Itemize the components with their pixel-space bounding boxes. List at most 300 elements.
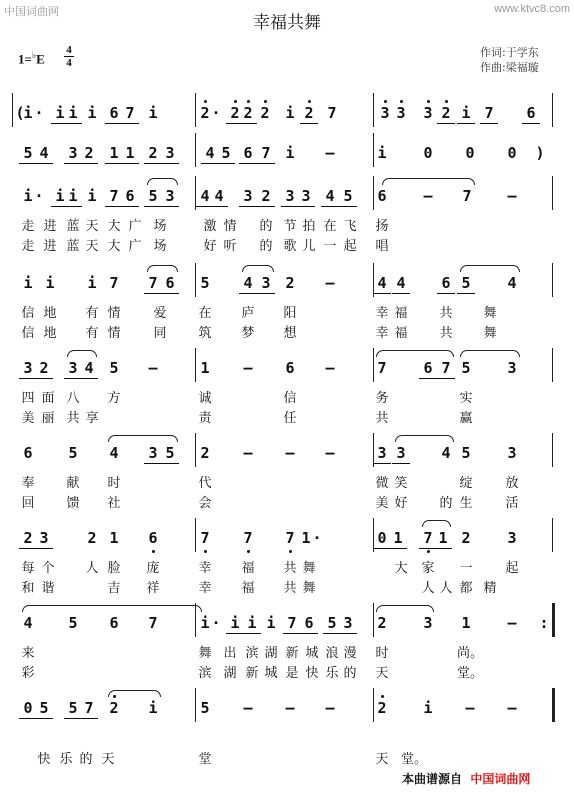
note-digit: 5 [165, 444, 175, 462]
lyric-syllable: 节 [283, 219, 297, 234]
note-digit: – [243, 359, 253, 377]
note [298, 188, 314, 204]
note-digit: 7 [84, 699, 94, 717]
lyric-syllable: 幸 [198, 561, 212, 576]
note [420, 145, 436, 161]
note [84, 105, 100, 121]
note [162, 145, 178, 161]
note-digit: 4 [377, 274, 387, 292]
lyric-syllable: 一 [459, 561, 473, 576]
note [458, 445, 474, 461]
note-digit: 2 [148, 144, 158, 162]
octave-up-dot [264, 100, 267, 103]
note [81, 700, 97, 716]
note-digit: 6 [109, 104, 119, 122]
lyric-syllable: 人 [421, 581, 435, 596]
note-digit: 4 [84, 359, 94, 377]
note [20, 615, 36, 631]
note [322, 275, 338, 291]
lyric-syllable: 共 [283, 561, 297, 576]
lyric-line [0, 642, 574, 660]
lyric-syllable: 阳 [283, 306, 297, 321]
lyric-syllable: 方 [107, 391, 121, 406]
note-digit: 6 [23, 444, 33, 462]
note [438, 105, 454, 121]
lyric-syllable: 扬 [375, 219, 389, 234]
note-digit: i [247, 614, 257, 632]
tie-slur [108, 435, 178, 442]
note-digit: i [23, 187, 33, 205]
octave-up-dot [381, 695, 384, 698]
lyric-syllable: 滨 [198, 666, 212, 681]
note-digit: 3 [23, 359, 33, 377]
note [208, 105, 224, 121]
note [145, 360, 161, 376]
note [374, 615, 390, 631]
note-digit: 1 [393, 529, 403, 547]
note [301, 615, 317, 631]
note-digit: 1 [109, 144, 119, 162]
eighth-underline [480, 123, 498, 124]
lyric-syllable: 美 [375, 496, 389, 511]
note-digit: 3 [39, 529, 49, 547]
lyric-syllable: 回 [21, 496, 35, 511]
bar-line [552, 433, 553, 467]
note-digit: 5 [461, 359, 471, 377]
note [218, 145, 234, 161]
lyric-line [0, 472, 574, 490]
note [106, 360, 122, 376]
lyric-syllable: 献 [66, 476, 80, 491]
note-digit: 6 [148, 529, 158, 547]
note-digit: 5 [327, 614, 337, 632]
note-digit: 2 [441, 104, 451, 122]
note-digit: i [285, 104, 295, 122]
lyric-syllable: 微 [375, 476, 389, 491]
lyric-syllable: 情 [223, 219, 237, 234]
note-digit: 0 [23, 699, 33, 717]
note-digit: 5 [461, 274, 471, 292]
note [197, 275, 213, 291]
eighth-underline [300, 123, 318, 124]
note-digit: 2 [377, 614, 387, 632]
note [393, 105, 409, 121]
lyric-syllable: 出 [223, 646, 237, 661]
lyric-line [0, 302, 574, 320]
eighth-underline [321, 206, 339, 207]
lyric-syllable: 都 [459, 581, 473, 596]
lyric-syllable: 庐 [241, 306, 255, 321]
note [377, 105, 393, 121]
lyric-syllable: 激 [203, 219, 217, 234]
lyric-syllable: 快 [305, 666, 319, 681]
bar-line [195, 688, 196, 722]
note [106, 145, 122, 161]
note-digit: i [148, 699, 158, 717]
note-digit: 7 [287, 614, 297, 632]
note [393, 445, 409, 461]
note [240, 700, 256, 716]
note-digit: 6 [304, 614, 314, 632]
note-digit: 3 [165, 144, 175, 162]
lyric-syllable: 放 [505, 476, 519, 491]
bar-line [195, 133, 196, 167]
lyric-line [0, 407, 574, 425]
lyric-syllable: 一 [323, 239, 337, 254]
note-digit: 2 [39, 359, 49, 377]
lyric-syllable: 梦 [241, 326, 255, 341]
lyric-syllable: 共 [283, 581, 297, 596]
note-digit: 7 [423, 529, 433, 547]
note [420, 105, 436, 121]
note-digit: i [423, 699, 433, 717]
note [145, 530, 161, 546]
note [227, 615, 243, 631]
eighth-underline [457, 123, 475, 124]
note-digit: 6 [243, 144, 253, 162]
note-digit: 6 [377, 187, 387, 205]
key-signature [18, 50, 45, 67]
note-digit: 7 [125, 104, 135, 122]
lyric-syllable: 乐 [59, 752, 73, 767]
eighth-underline [389, 548, 407, 549]
eighth-underline [226, 633, 244, 634]
bar-line [195, 518, 196, 552]
note [438, 360, 454, 376]
note [106, 615, 122, 631]
note [324, 615, 340, 631]
lyric-syllable: 丽 [41, 411, 55, 426]
note-digit: 7 [261, 144, 271, 162]
note [374, 530, 390, 546]
eighth-underline [243, 633, 261, 634]
note-digit: 5 [23, 144, 33, 162]
note [322, 360, 338, 376]
note-digit: 3 [343, 614, 353, 632]
note [65, 145, 81, 161]
eighth-underline [161, 463, 179, 464]
eighth-underline [373, 463, 391, 464]
eighth-underline [257, 293, 275, 294]
note-digit: – [507, 614, 517, 632]
note [504, 445, 520, 461]
eighth-underline [339, 633, 357, 634]
note-digit: 2 [261, 187, 271, 205]
note [462, 700, 478, 716]
lyric-syllable: 家 [421, 561, 435, 576]
note-digit: 7 [441, 359, 451, 377]
time-signature [64, 44, 74, 69]
note [420, 615, 436, 631]
lyric-syllable: 蓝 [66, 219, 80, 234]
bar-line [552, 518, 553, 552]
note-digit: – [325, 359, 335, 377]
bar-line [552, 93, 553, 127]
note [504, 615, 520, 631]
note [309, 530, 325, 546]
note-digit: 6 [423, 359, 433, 377]
note [322, 188, 338, 204]
lyric-syllable: 进 [43, 239, 57, 254]
note-digit: 2 [285, 274, 295, 292]
bar-line [552, 348, 553, 382]
note [324, 105, 340, 121]
lyric-syllable: 共 [375, 411, 389, 426]
octave-up-dot [427, 100, 430, 103]
note [244, 615, 260, 631]
note [122, 145, 138, 161]
lyric-syllable: 舞 [302, 561, 316, 576]
note-digit: i [200, 614, 210, 632]
lyric-syllable: 儿 [302, 239, 316, 254]
note [202, 145, 218, 161]
note-digit: 7 [148, 614, 158, 632]
note-digit: 5 [200, 699, 210, 717]
note [122, 105, 138, 121]
note-digit: 6 [285, 359, 295, 377]
footer-site: 中国词曲网 [470, 772, 531, 786]
staff-row [0, 700, 574, 730]
note [84, 188, 100, 204]
note-digit: – [243, 444, 253, 462]
note [481, 105, 497, 121]
lyric-syllable: 实 [459, 391, 473, 406]
note [438, 275, 454, 291]
note-digit: – [285, 444, 295, 462]
note-digit: 7 [148, 274, 158, 292]
note-digit: i [461, 104, 471, 122]
eighth-underline [239, 163, 257, 164]
eighth-underline [392, 463, 410, 464]
lyric-syllable: 享 [85, 411, 99, 426]
lyric-syllable: 走 [21, 239, 35, 254]
lyric-syllable: 蓝 [66, 239, 80, 254]
lyric-syllable: 起 [343, 239, 357, 254]
note [301, 105, 317, 121]
note [145, 445, 161, 461]
note [162, 188, 178, 204]
note-digit: – [285, 699, 295, 717]
lyric-syllable: 堂。 [401, 752, 428, 767]
lyric-syllable: 进 [43, 219, 57, 234]
watermark-left: 中国词曲网 [4, 5, 59, 18]
lyric-line [0, 215, 574, 233]
octave-up-dot [445, 100, 448, 103]
eighth-underline [121, 163, 139, 164]
note-digit: 7 [109, 274, 119, 292]
note [65, 360, 81, 376]
note [322, 700, 338, 716]
note [145, 700, 161, 716]
lyric-syllable: 乐 [325, 666, 339, 681]
note [20, 145, 36, 161]
lyric-syllable: 时 [107, 476, 121, 491]
lyric-syllable: 情 [107, 306, 121, 321]
eighth-underline [373, 293, 391, 294]
note [106, 530, 122, 546]
lyric-syllable: 信 [21, 326, 35, 341]
bar-line [373, 93, 374, 127]
eighth-underline [339, 206, 357, 207]
note-digit: i [68, 104, 78, 122]
note-digit: – [423, 187, 433, 205]
composer-credit: 作曲:梁福璇 [480, 61, 539, 74]
eighth-underline [437, 378, 455, 379]
note [282, 145, 298, 161]
staff-row [0, 615, 574, 645]
note-digit: 6 [526, 104, 536, 122]
note [536, 615, 552, 631]
note [20, 445, 36, 461]
note [42, 275, 58, 291]
key-label: 1= [18, 51, 32, 67]
note-digit: – [507, 187, 517, 205]
eighth-underline [217, 163, 235, 164]
note [162, 445, 178, 461]
note [420, 700, 436, 716]
lyric-syllable: 同 [153, 326, 167, 341]
note [145, 615, 161, 631]
note-digit: · [34, 187, 44, 205]
lyric-syllable: 地 [43, 326, 57, 341]
lyric-syllable: 四 [21, 391, 35, 406]
note-digit: i [87, 187, 97, 205]
lyric-syllable: 有 [85, 326, 99, 341]
note-digit: i [55, 187, 65, 205]
octave-up-dot [308, 100, 311, 103]
bar-line [552, 603, 555, 637]
note-digit: i [285, 144, 295, 162]
lyric-syllable: 的 [79, 752, 93, 767]
tie-slur [22, 605, 202, 612]
lyric-syllable: 每 [21, 561, 35, 576]
lyric-syllable: 好 [394, 496, 408, 511]
lyric-syllable: 活 [505, 496, 519, 511]
note-digit: 3 [507, 444, 517, 462]
note [20, 360, 36, 376]
lyric-syllable: 彩 [21, 666, 35, 681]
note-digit: 6 [165, 274, 175, 292]
footer [402, 770, 530, 787]
note-digit: 3 [68, 144, 78, 162]
bar-line [552, 688, 555, 722]
note [162, 275, 178, 291]
note-digit: 2 [23, 529, 33, 547]
eighth-underline [144, 463, 162, 464]
note-digit: · [312, 529, 322, 547]
staff-row [0, 275, 574, 305]
note-digit: 4 [39, 144, 49, 162]
note-digit: i [377, 144, 387, 162]
note-digit: i [23, 104, 33, 122]
note-digit: – [465, 699, 475, 717]
note [145, 275, 161, 291]
lyric-syllable: 舞 [198, 646, 212, 661]
note-digit: 5 [343, 187, 353, 205]
note [374, 445, 390, 461]
lyric-syllable: 滨 [245, 646, 259, 661]
note-digit: 1 [301, 529, 311, 547]
lyric-syllable: 共 [66, 411, 80, 426]
note-digit: 4 [507, 274, 517, 292]
note-digit: i [266, 614, 276, 632]
note-digit: 4 [243, 274, 253, 292]
note [197, 360, 213, 376]
note-digit: 1 [438, 529, 448, 547]
note [145, 105, 161, 121]
eighth-underline [437, 123, 455, 124]
note-digit: · [34, 104, 44, 122]
note-digit: 4 [205, 144, 215, 162]
lyric-syllable: 吉 [107, 581, 121, 596]
tie-slur [376, 350, 454, 357]
note-digit: · [211, 614, 221, 632]
note [84, 275, 100, 291]
lyric-syllable: 听 [223, 239, 237, 254]
lyric-syllable: 脸 [107, 561, 121, 576]
note [106, 275, 122, 291]
note [65, 105, 81, 121]
eighth-underline [161, 293, 179, 294]
tie-slur [108, 690, 161, 697]
note-digit: 3 [507, 359, 517, 377]
note-digit: 5 [148, 187, 158, 205]
note-digit: 2 [230, 104, 240, 122]
lyric-syllable: 庞 [146, 561, 160, 576]
lyric-line [0, 577, 574, 595]
note-digit: 3 [396, 104, 406, 122]
note [65, 188, 81, 204]
lyric-syllable: 笑 [394, 476, 408, 491]
lyric-syllable: 八 [66, 391, 80, 406]
lyric-syllable: 绽 [459, 476, 473, 491]
lyric-syllable: 城 [305, 646, 319, 661]
lyric-syllable: 诚 [198, 391, 212, 406]
octave-down-dot [204, 550, 207, 553]
eighth-underline [419, 378, 437, 379]
lyric-syllable: 飞 [343, 219, 357, 234]
lyric-syllable: 任 [283, 411, 297, 426]
eighth-underline [457, 293, 475, 294]
note-digit: ) [535, 144, 545, 162]
note-digit: 3 [507, 529, 517, 547]
lyric-syllable: 天 [101, 752, 115, 767]
eighth-underline [392, 293, 410, 294]
octave-down-dot [152, 550, 155, 553]
octave-down-dot [247, 550, 250, 553]
lyric-syllable: 个 [41, 561, 55, 576]
eighth-underline [522, 123, 540, 124]
note [106, 105, 122, 121]
note [504, 700, 520, 716]
note-digit: 7 [285, 529, 295, 547]
time-bottom: 4 [66, 57, 72, 69]
lyric-syllable: 幸 [198, 581, 212, 596]
lyric-syllable: 在 [323, 219, 337, 234]
lyric-syllable: 堂 [198, 752, 212, 767]
note-digit: 2 [304, 104, 314, 122]
bar-line [195, 93, 196, 127]
note [36, 145, 52, 161]
note [145, 188, 161, 204]
lyric-syllable: 代 [198, 476, 212, 491]
note-digit: – [243, 699, 253, 717]
lyric-syllable: 福 [241, 581, 255, 596]
lyric-syllable: 城 [264, 666, 278, 681]
eighth-underline [297, 206, 315, 207]
note-digit: 0 [423, 144, 433, 162]
lyric-syllable: 走 [21, 219, 35, 234]
